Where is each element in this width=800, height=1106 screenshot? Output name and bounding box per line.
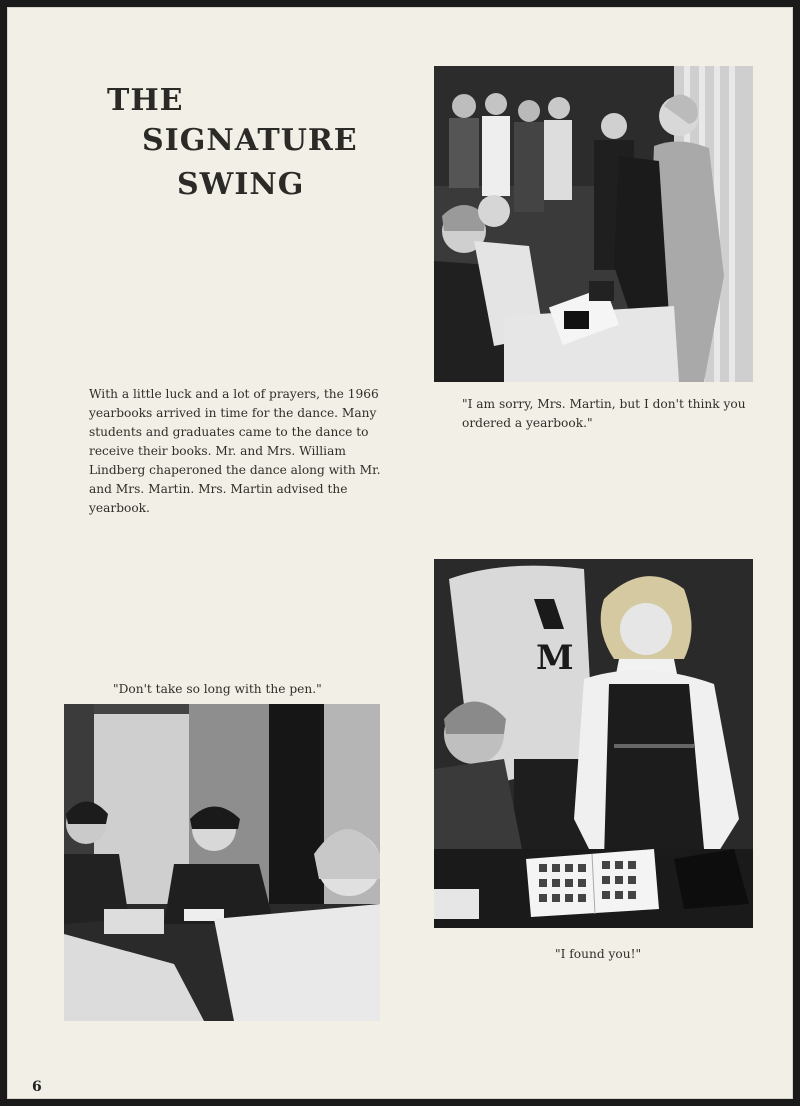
photo-yearbook-table bbox=[434, 66, 753, 382]
title-line-2: SIGNATURE bbox=[142, 123, 358, 158]
body-paragraph: With a little luck and a lot of prayers, the 1966 yearbooks arrived in time for the dance. Many students and graduates came to the dance to receive their books. Mr. and Mrs. William Lindberg chaperoned the dance along with Mr. and Mrs. Martin. Mrs. Martin advised the yearbook. bbox=[89, 387, 381, 515]
caption-bottom-right: "I found you!" bbox=[555, 947, 642, 961]
photo-found-you bbox=[434, 559, 753, 928]
yearbook-page bbox=[7, 7, 793, 1099]
photo-signing-table bbox=[64, 704, 380, 1021]
title-line-3: SWING bbox=[177, 167, 305, 202]
caption-top-right: "I am sorry, Mrs. Martin, but I don't think you ordered a yearbook." bbox=[462, 397, 746, 430]
svg-text:M: M bbox=[536, 638, 574, 678]
title-line-1: THE bbox=[107, 83, 184, 118]
caption-bottom-left: "Don't take so long with the pen." bbox=[113, 682, 322, 696]
page-number: 6 bbox=[32, 1079, 42, 1095]
